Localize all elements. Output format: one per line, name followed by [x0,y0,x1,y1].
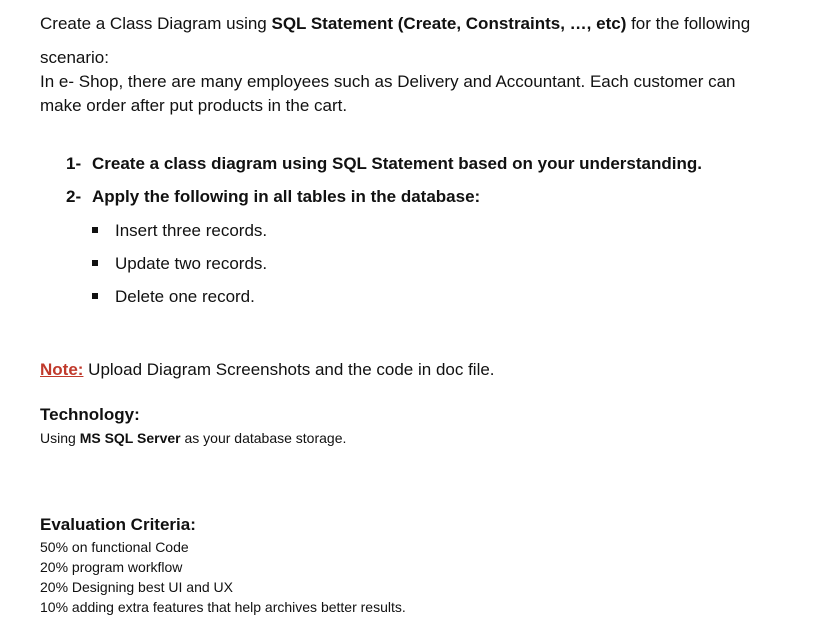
intro-line-1-bold: SQL Statement (Create, Constraints, …, etc) [271,14,627,33]
square-bullet-icon [92,293,98,299]
task-number-2: 2- [66,187,82,206]
task-text-2: Apply the following in all tables in the database: [92,187,481,206]
bullet-item-1 [92,220,267,242]
bullet-text-2: Update two records. [115,254,268,273]
note-label: Note: [40,360,84,379]
intro-line-2: scenario: [40,48,109,67]
technology-heading: Technology: [40,405,140,424]
technology-prefix: Using [40,430,80,446]
task-item-2 [66,186,480,208]
task-text-1: Create a class diagram using SQL Statement based on your understanding. [92,154,702,173]
evaluation-item-3: 20% Designing best UI and UX [40,579,233,595]
bullet-text-3: Delete one record. [115,287,255,306]
bullet-item-2 [92,253,267,275]
evaluation-item-2: 20% program workflow [40,559,183,575]
task-number-1: 1- [66,154,82,173]
intro-line-1-suffix: for the following [626,14,751,33]
evaluation-item-4: 10% adding extra features that help archives better results. [40,599,406,615]
technology-bold: MS SQL Server [79,430,181,446]
note-text: Upload Diagram Screenshots and the code in doc file. [83,360,495,379]
technology-text [40,428,346,448]
evaluation-item-1: 50% on functional Code [40,539,189,555]
evaluation-heading: Evaluation Criteria: [40,515,196,534]
square-bullet-icon [92,260,98,266]
intro-line-3: In e- Shop, there are many employees such as Delivery and Accountant. Each customer can [40,72,736,91]
square-bullet-icon [92,227,98,233]
intro-line-4: make order after put products in the cart. [40,96,348,115]
task-item-1 [66,153,702,175]
intro-line-1 [40,13,750,35]
technology-suffix: as your database storage. [180,430,347,446]
note-line [40,359,495,381]
bullet-text-1: Insert three records. [115,221,268,240]
bullet-item-3 [92,286,255,308]
intro-line-1-prefix: Create a Class Diagram using [40,14,272,33]
